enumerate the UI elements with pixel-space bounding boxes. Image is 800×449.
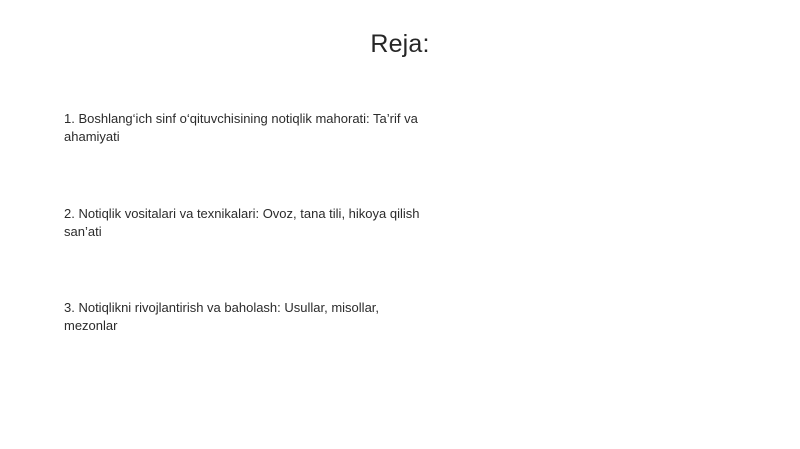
plan-item-2: 2. Notiqlik vositalari va texnikalari: Ovoz, tana tili, hikoya qilish san’ati [64,206,420,239]
plan-item-1: 1. Boshlang‘ich sinf o‘qituvchisining notiqlik mahorati: Ta’rif va ahamiyati [64,111,418,144]
plan-item-3: 3. Notiqlikni rivojlantirish va baholash: Usullar, misollar, mezonlar [64,300,380,333]
slide-title: Reja: [370,30,430,58]
